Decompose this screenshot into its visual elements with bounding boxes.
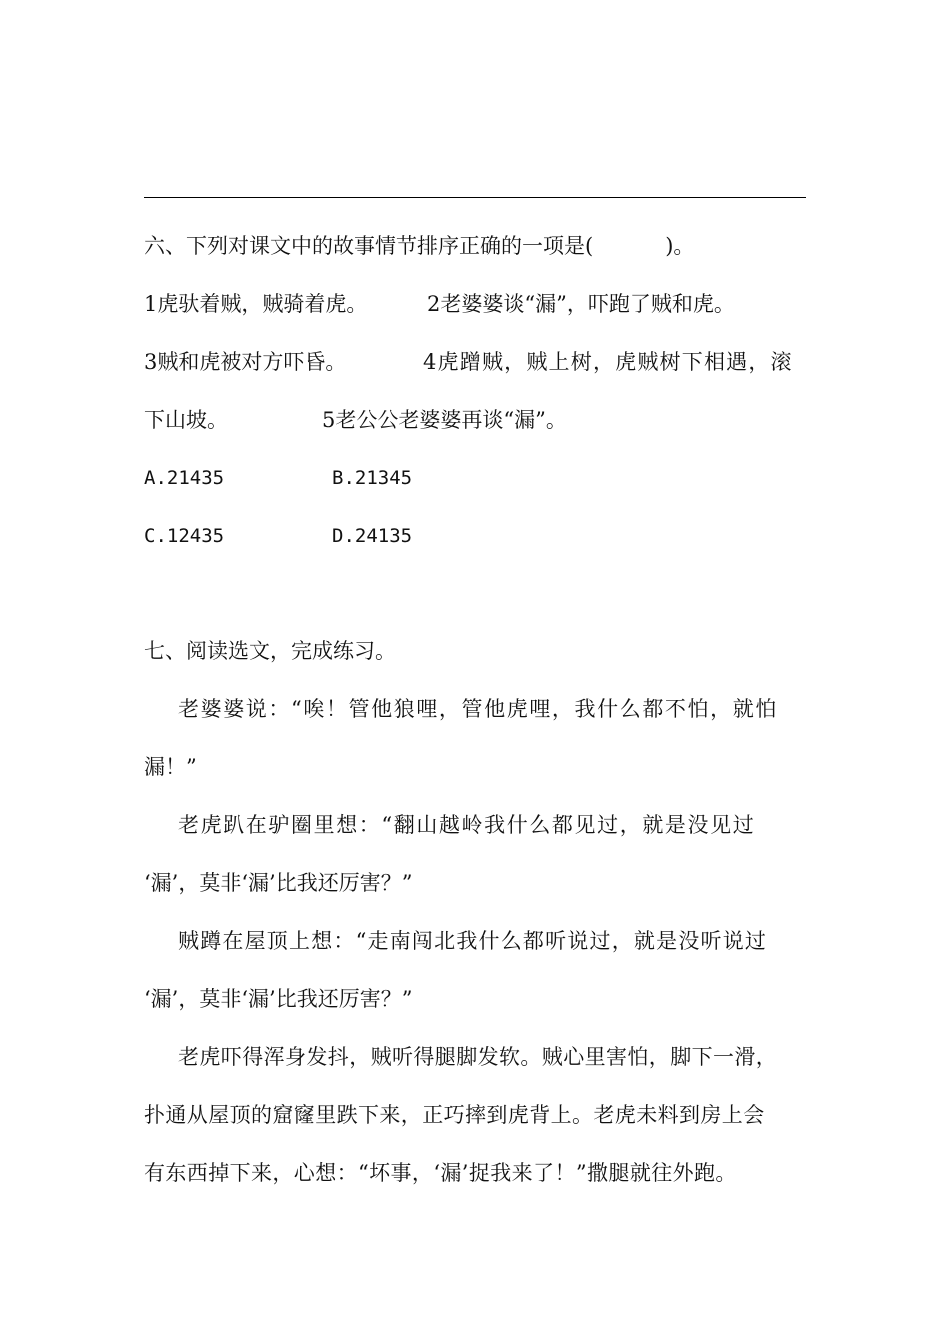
q7-p1-line2: 漏！” <box>144 755 197 779</box>
option-a[interactable]: A.21435 <box>144 467 225 489</box>
q7-p4-line3: 有东西掉下来，心想：“坏事，‘漏’捉我来了！”撒腿就往外跑。 <box>144 1161 737 1185</box>
q7-p3-line2: ‘漏’，莫非‘漏’比我还厉害？” <box>144 987 413 1011</box>
option-c[interactable]: C.12435 <box>144 525 225 547</box>
q7-p4-line2: 扑通从屋顶的窟窿里跌下来，正巧摔到虎背上。老虎未料到房上会 <box>144 1103 765 1127</box>
q7-p2-line2: ‘漏’，莫非‘漏’比我还厉害？” <box>144 871 413 895</box>
q6-item-5: 5老公公老婆婆再谈“漏”。 <box>322 408 567 432</box>
top-rule <box>144 197 806 198</box>
q6-item-1: 1虎驮着贼，贼骑着虎。 <box>144 292 368 316</box>
q7-p1-line1: 老婆婆说：“唉！管他狼哩，管他虎哩，我什么都不怕，就怕 <box>178 697 778 721</box>
q6-item-4: 4虎蹭贼，贼上树，虎贼树下相遇，滚 <box>423 350 793 374</box>
q6-item-3: 3贼和虎被对方吓昏。 <box>144 350 347 374</box>
q7-p3-line1: 贼蹲在屋顶上想：“走南闯北我什么都听说过，就是没听说过 <box>178 929 768 953</box>
q6-stem-end: )。 <box>665 234 695 258</box>
option-b[interactable]: B.21345 <box>332 467 413 489</box>
q7-title: 七、阅读选文，完成练习。 <box>144 639 396 663</box>
option-d[interactable]: D.24135 <box>332 525 413 547</box>
q6-item-2: 2老婆婆谈“漏”，吓跑了贼和虎。 <box>427 292 735 316</box>
q6-stem <box>144 231 694 261</box>
q7-p4-line1: 老虎吓得浑身发抖，贼听得腿脚发软。贼心里害怕，脚下一滑， <box>178 1045 778 1069</box>
q6-stem-text: 六、下列对课文中的故事情节排序正确的一项是( <box>144 234 594 258</box>
q6-item-4-cont: 下山坡。 <box>144 408 228 432</box>
q7-p2-line1: 老虎趴在驴圈里想：“翻山越岭我什么都见过，就是没见过 <box>178 813 756 837</box>
